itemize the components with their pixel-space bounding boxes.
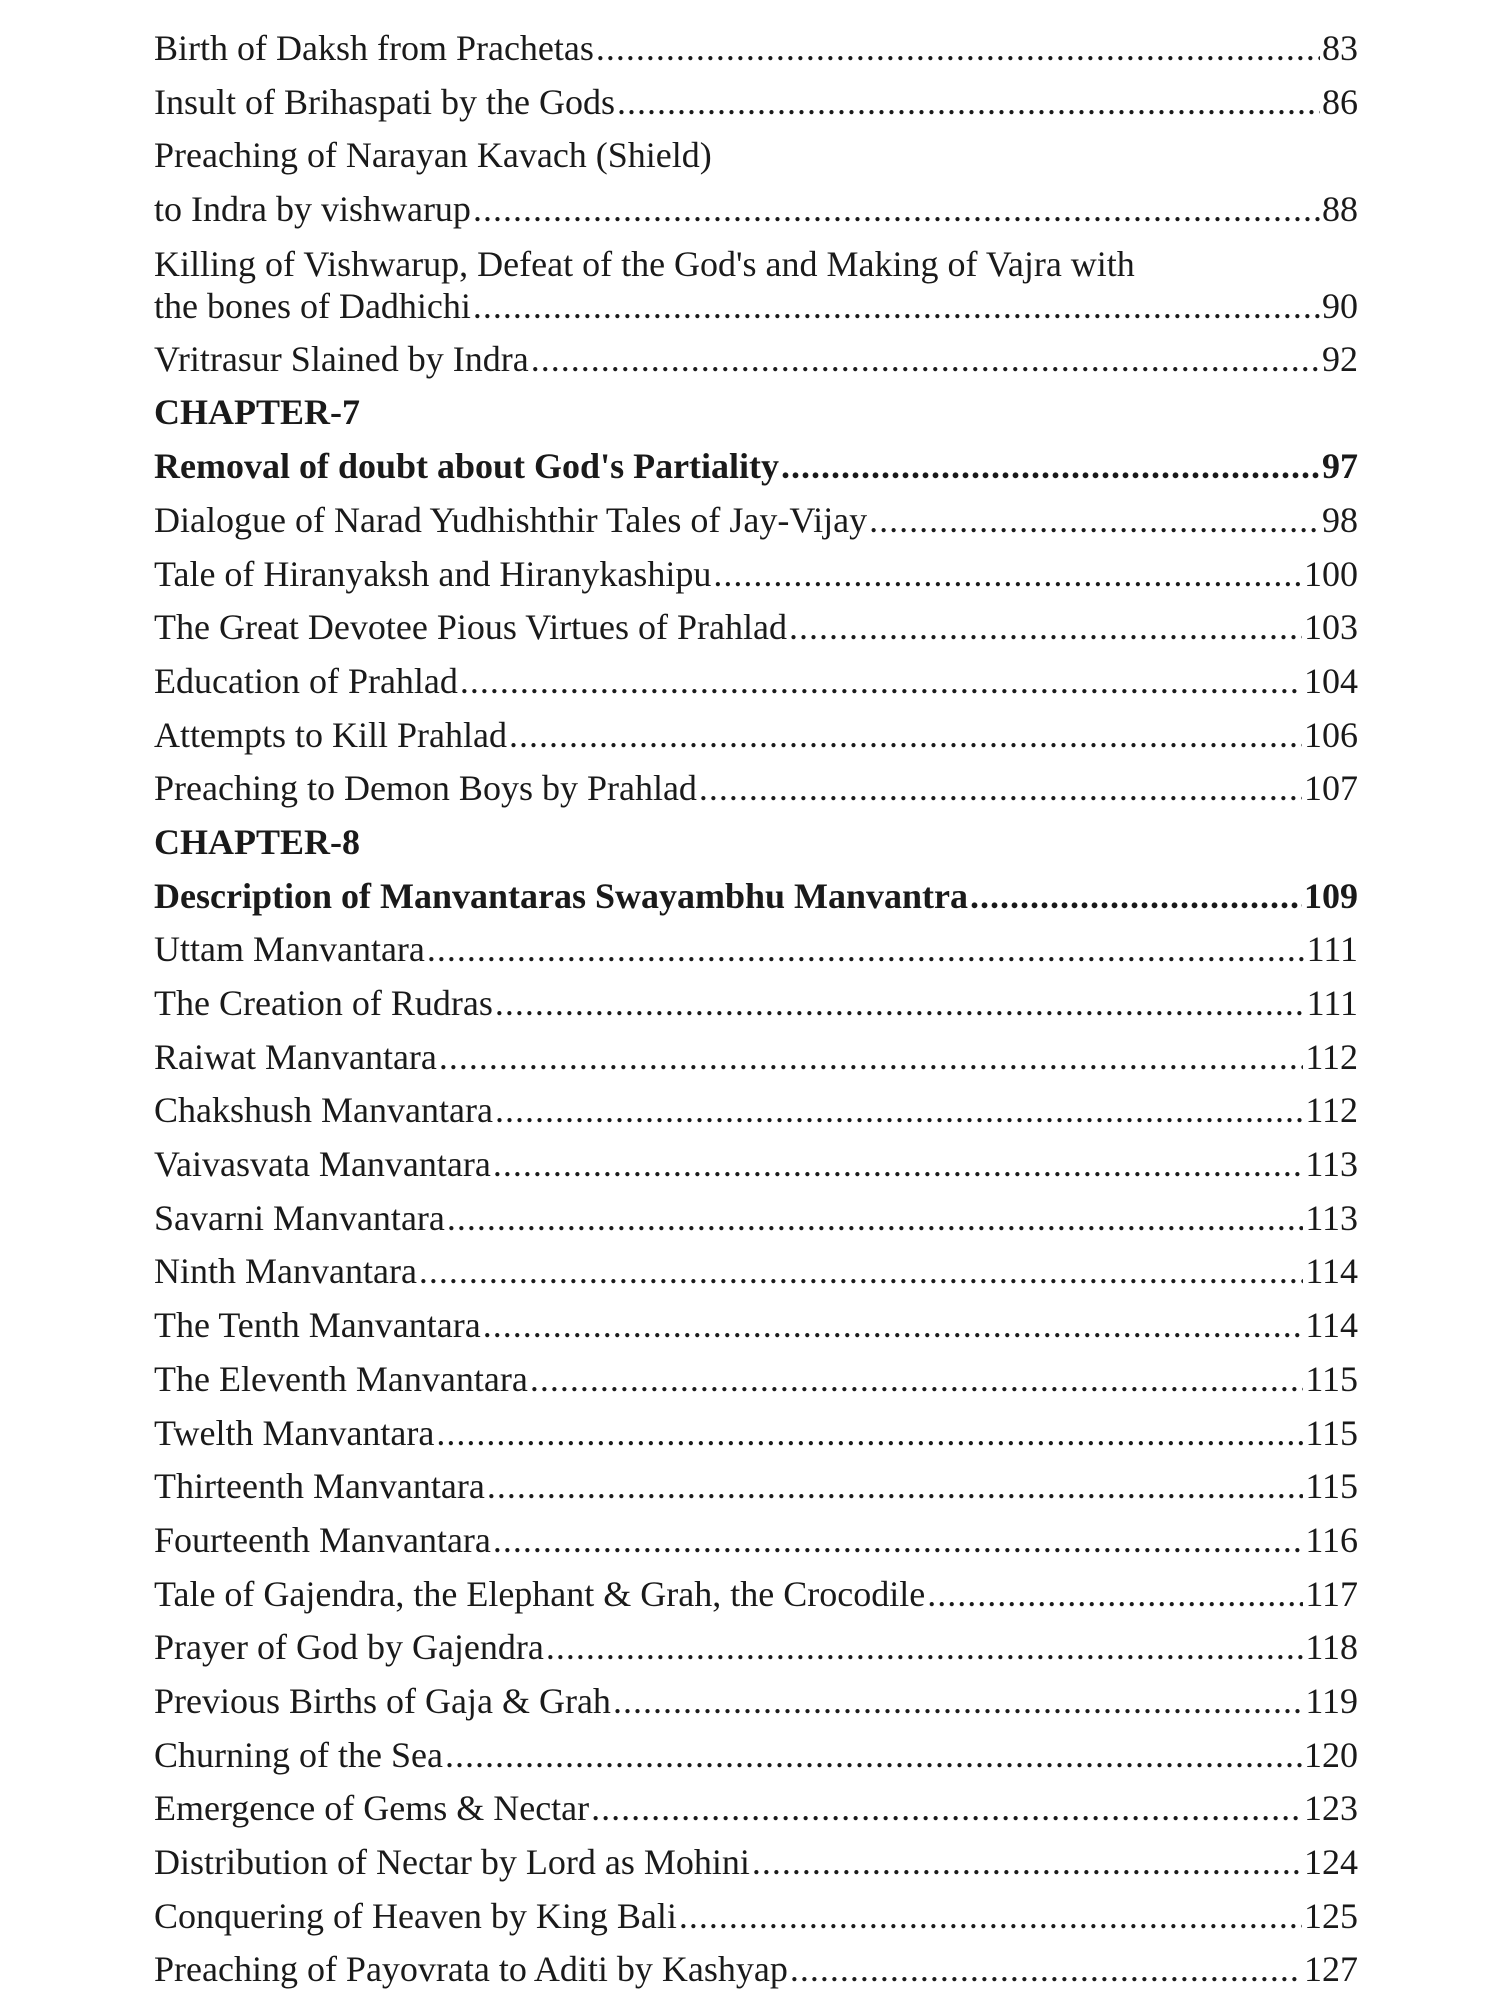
- dot-leader: [493, 1514, 1303, 1568]
- toc-entry: [154, 76, 1358, 130]
- dot-leader: [869, 494, 1320, 548]
- toc-page-number: 113: [1305, 1197, 1358, 1238]
- toc-entry-title: Churning of the Sea: [154, 1734, 443, 1775]
- toc-entry: [154, 183, 1358, 237]
- toc-entry: [154, 1729, 1358, 1783]
- toc-entry-title: to Indra by vishwarup: [154, 189, 471, 230]
- toc-entry: [154, 1299, 1358, 1353]
- toc-entry-title: Preaching of Payovrata to Aditi by Kashyap: [154, 1949, 788, 1990]
- toc-page-number: 111: [1306, 929, 1358, 970]
- toc-entry-title: Thirteenth Manvantara: [154, 1466, 485, 1507]
- toc-entry-title: Preaching to Demon Boys by Prahlad: [154, 768, 697, 809]
- toc-entry: [154, 1353, 1358, 1407]
- toc-entry-title: Raiwat Manvantara: [154, 1036, 437, 1077]
- toc-entry-title: Uttam Manvantara: [154, 929, 425, 970]
- dot-leader: [591, 1782, 1302, 1836]
- dot-leader: [613, 1675, 1303, 1729]
- toc-entry-title-line-2: [154, 285, 1358, 327]
- toc-entry: [154, 1138, 1358, 1192]
- dot-leader: [752, 1836, 1302, 1890]
- chapter-heading: [154, 816, 1358, 870]
- toc-entry: [154, 22, 1358, 76]
- toc-entry: [154, 1836, 1358, 1890]
- dot-leader: [460, 655, 1302, 709]
- toc-entry-title: Conquering of Heaven by King Bali: [154, 1895, 677, 1936]
- dot-leader: [679, 1890, 1302, 1944]
- dot-leader: [509, 709, 1302, 763]
- toc-entry-title: Attempts to Kill Prahlad: [154, 714, 507, 755]
- dot-leader: [596, 22, 1320, 76]
- toc-entry-title: Ninth Manvantara: [154, 1251, 417, 1292]
- dot-leader: [699, 762, 1302, 816]
- toc-entry-title: The Great Devotee Pious Virtues of Prahlad: [154, 607, 788, 648]
- toc-entry: [154, 923, 1358, 977]
- dot-leader: [546, 1621, 1303, 1675]
- toc-entry-title: Education of Prahlad: [154, 660, 458, 701]
- toc-entry-title: Fourteenth Manvantara: [154, 1519, 491, 1560]
- chapter-title-entry: [154, 870, 1358, 924]
- toc-page-number: 127: [1304, 1949, 1358, 1990]
- toc-entry: [154, 1084, 1358, 1138]
- table-of-contents: [154, 22, 1358, 1997]
- chapter-title-entry: [154, 440, 1358, 494]
- dot-leader: [487, 1460, 1303, 1514]
- dot-leader: [530, 1353, 1303, 1407]
- dot-leader: [439, 1031, 1303, 1085]
- toc-entry-title: Vaivasvata Manvantara: [154, 1144, 491, 1185]
- dot-leader: [495, 977, 1305, 1031]
- toc-entry: [154, 1192, 1358, 1246]
- toc-entry-title: Twelth Manvantara: [154, 1412, 435, 1453]
- toc-entry: [154, 1675, 1358, 1729]
- toc-entry-title: Birth of Daksh from Prachetas: [154, 28, 594, 68]
- toc-entry-title: Tale of Hiranyaksh and Hiranykashipu: [154, 553, 712, 594]
- toc-entry: [154, 1514, 1358, 1568]
- toc-page-number: 100: [1304, 553, 1358, 594]
- dot-leader: [970, 870, 1302, 924]
- toc-entry: [154, 1943, 1358, 1997]
- toc-entry: [154, 548, 1358, 602]
- toc-page-number: 117: [1305, 1573, 1358, 1614]
- dot-leader: [617, 76, 1320, 130]
- toc-entry: [154, 977, 1358, 1031]
- toc-page-number: 90: [1322, 285, 1358, 326]
- toc-page-number: 123: [1304, 1788, 1358, 1829]
- toc-page-number: 114: [1305, 1251, 1358, 1292]
- toc-page-number: 88: [1322, 189, 1358, 230]
- dot-leader: [781, 440, 1320, 494]
- toc-entry-title: Vritrasur Slained by Indra: [154, 338, 529, 379]
- toc-page-number: 106: [1304, 714, 1358, 755]
- toc-entry-title: Preaching of Narayan Kavach (Shield): [154, 135, 712, 176]
- dot-leader: [473, 183, 1320, 237]
- toc-entry-title: The Eleventh Manvantara: [154, 1358, 528, 1399]
- toc-page-number: 112: [1305, 1036, 1358, 1077]
- toc-entry: [154, 655, 1358, 709]
- toc-entry-title: Previous Births of Gaja & Grah: [154, 1680, 611, 1721]
- toc-page-number: 115: [1305, 1466, 1358, 1507]
- toc-page-number: 115: [1305, 1412, 1358, 1453]
- dot-leader: [531, 333, 1320, 387]
- toc-page-number: 118: [1305, 1627, 1358, 1668]
- toc-entry-title: Emergence of Gems & Nectar: [154, 1788, 590, 1829]
- toc-entry: [154, 1031, 1358, 1085]
- toc-page-number: 116: [1305, 1519, 1358, 1560]
- toc-entry-title: the bones of Dadhichi: [154, 285, 471, 326]
- toc-entry-title: Tale of Gajendra, the Elephant & Grah, the Crocodile: [154, 1573, 926, 1614]
- toc-entry: [154, 1245, 1358, 1299]
- toc-entry-line: [154, 129, 1358, 183]
- toc-entry: [154, 237, 1358, 333]
- toc-page-number: 124: [1304, 1842, 1358, 1882]
- dot-leader: [495, 1084, 1303, 1138]
- chapter-heading-text: CHAPTER-7: [154, 392, 360, 433]
- toc-entry: [154, 1407, 1358, 1461]
- toc-page-number: 109: [1304, 875, 1358, 916]
- dot-leader: [447, 1192, 1303, 1246]
- toc-page-number: 107: [1304, 768, 1358, 809]
- dot-leader: [473, 285, 1320, 327]
- toc-entry-title: Prayer of God by Gajendra: [154, 1627, 544, 1668]
- toc-entry: [154, 601, 1358, 655]
- toc-page-number: 112: [1305, 1090, 1358, 1131]
- toc-page-number: 92: [1322, 338, 1358, 379]
- toc-page-number: 119: [1305, 1680, 1358, 1721]
- dot-leader: [789, 601, 1302, 655]
- toc-entry: [154, 762, 1358, 816]
- toc-entry: [154, 709, 1358, 763]
- dot-leader: [436, 1407, 1303, 1461]
- toc-page-number: 111: [1306, 983, 1358, 1023]
- toc-entry: [154, 1890, 1358, 1944]
- toc-page-number: 104: [1304, 660, 1358, 701]
- toc-page-number: 103: [1304, 607, 1358, 648]
- toc-entry-title: The Creation of Rudras: [154, 983, 493, 1023]
- dot-leader: [713, 548, 1302, 602]
- toc-page-number: 125: [1304, 1895, 1358, 1936]
- toc-entry: [154, 494, 1358, 548]
- toc-entry: [154, 1621, 1358, 1675]
- dot-leader: [445, 1729, 1302, 1783]
- toc-entry-title: Description of Manvantaras Swayambhu Manvantra: [154, 875, 969, 916]
- dot-leader: [493, 1138, 1303, 1192]
- toc-page-number: 113: [1305, 1144, 1358, 1185]
- toc-entry-title: Dialogue of Narad Yudhishthir Tales of Jay-Vijay: [154, 499, 868, 540]
- dot-leader: [419, 1245, 1303, 1299]
- chapter-heading-text: CHAPTER-8: [154, 821, 360, 862]
- toc-entry: [154, 1568, 1358, 1622]
- toc-page-number: 83: [1322, 28, 1358, 68]
- toc-page-number: 86: [1322, 81, 1358, 122]
- toc-entry: [154, 1782, 1358, 1836]
- toc-page-number: 97: [1322, 446, 1358, 487]
- toc-page-number: 98: [1322, 499, 1358, 540]
- toc-page-number: 115: [1305, 1358, 1358, 1399]
- toc-entry-title: Savarni Manvantara: [154, 1197, 445, 1238]
- toc-entry-title: Removal of doubt about God's Partiality: [154, 446, 780, 487]
- toc-page-number: 120: [1304, 1734, 1358, 1775]
- dot-leader: [790, 1943, 1302, 1997]
- toc-entry-title: Distribution of Nectar by Lord as Mohini: [154, 1842, 750, 1882]
- toc-entry: [154, 333, 1358, 387]
- toc-page-number: 114: [1305, 1305, 1358, 1346]
- dot-leader: [927, 1568, 1303, 1622]
- toc-entry: [154, 1460, 1358, 1514]
- chapter-heading: [154, 386, 1358, 440]
- dot-leader: [483, 1299, 1304, 1353]
- toc-entry-title: Chakshush Manvantara: [154, 1090, 493, 1131]
- toc-entry-title-line-1: Killing of Vishwarup, Defeat of the God's and Making of Vajra with: [154, 243, 1135, 284]
- dot-leader: [427, 923, 1305, 977]
- toc-entry-title: The Tenth Manvantara: [154, 1305, 481, 1346]
- toc-entry-title: Insult of Brihaspati by the Gods: [154, 81, 615, 122]
